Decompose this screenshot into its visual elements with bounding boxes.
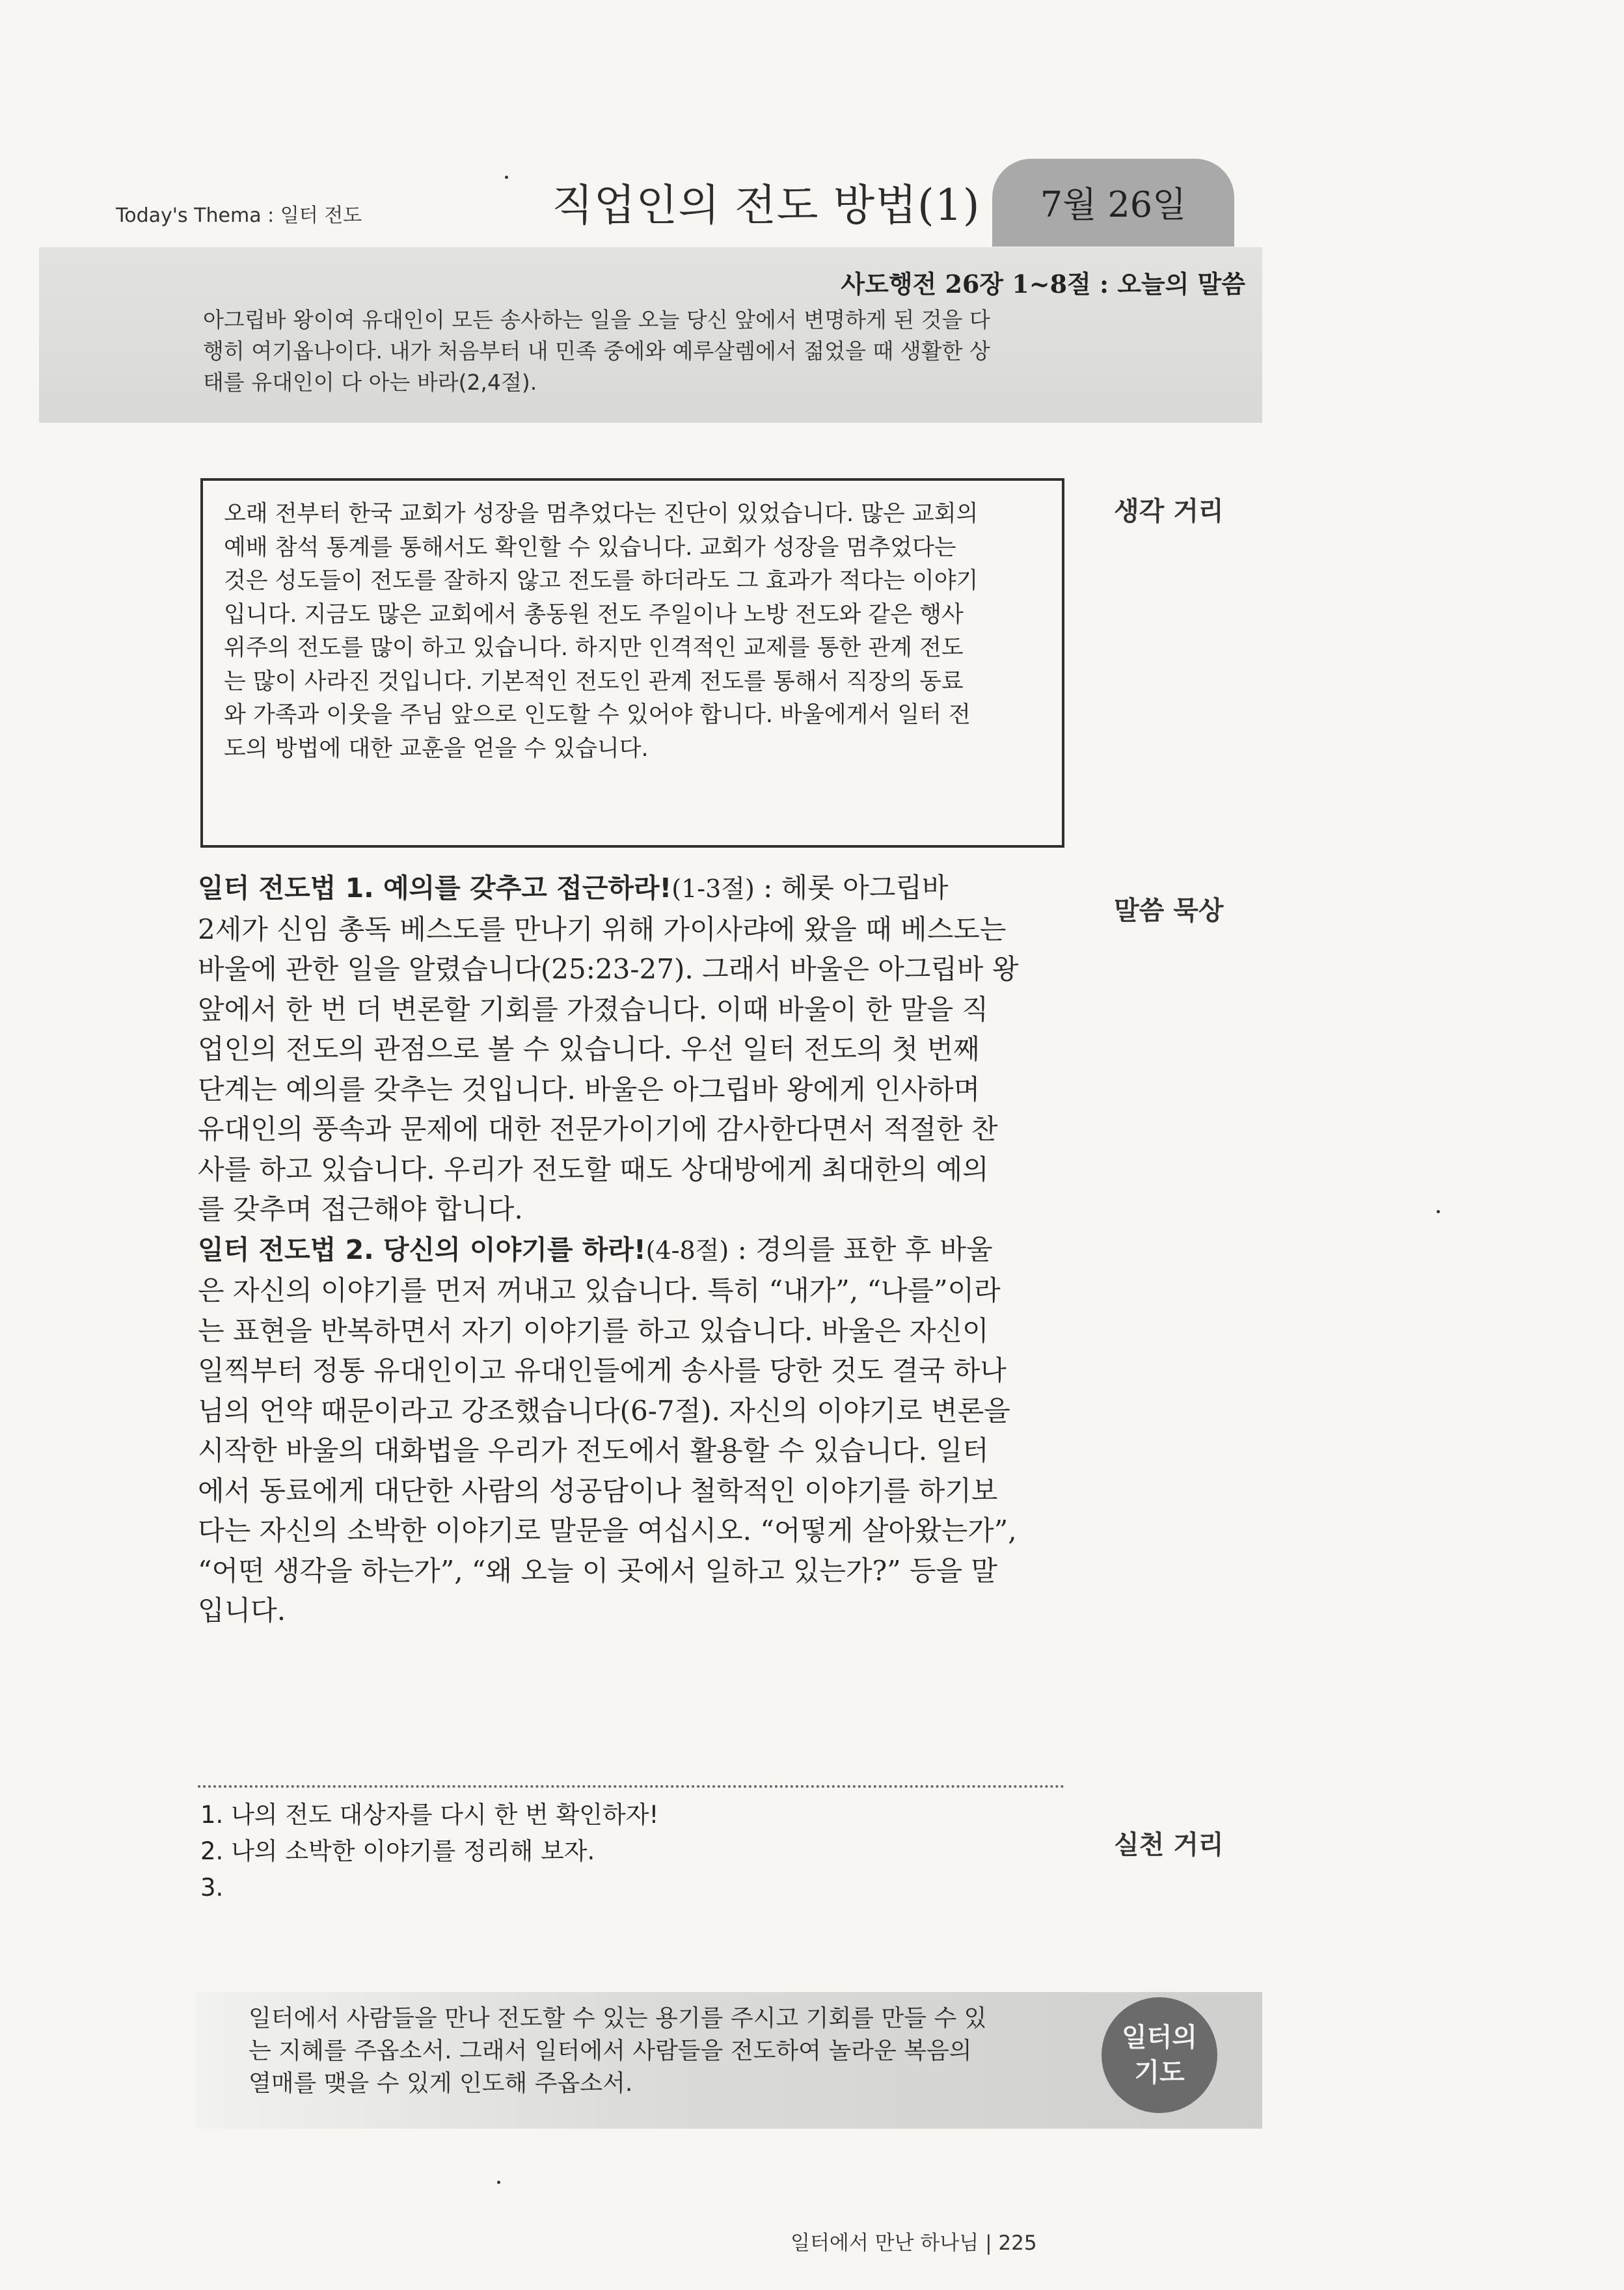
todays-word-text xyxy=(203,304,1068,398)
body-line: 에서 동료에게 대단한 사람의 성공담이나 철학적인 이야기를 하기보 xyxy=(198,1474,998,1507)
thinking-line: 것은 성도들이 전도를 잘하지 않고 전도를 하더라도 그 효과가 적다는 이야기 xyxy=(224,568,979,594)
body-line: 은 자신의 이야기를 먼저 꺼내고 있습니다. 특히 “내가”, “나를”이라 xyxy=(198,1274,1001,1306)
practice-item: 1. 나의 전도 대상자를 다시 한 번 확인하자! xyxy=(200,1801,659,1829)
body-line: “어떤 생각을 하는가”, “왜 오늘 이 곳에서 일하고 있는가?” 등을 말 xyxy=(198,1554,997,1587)
thinking-line: 는 많이 사라진 것입니다. 기본적인 전도인 관계 전도를 통해서 직장의 동료 xyxy=(224,668,964,695)
body-line: 앞에서 한 번 더 변론할 기회를 가졌습니다. 이때 바울이 한 말을 직 xyxy=(198,993,989,1025)
thinking-box xyxy=(200,478,1064,848)
body-line: 업인의 전도의 관점으로 볼 수 있습니다. 우선 일터 전도의 첫 번째 xyxy=(198,1033,980,1065)
meditation-paragraph-1 xyxy=(198,868,1067,1230)
word-line: 태를 유대인이 다 아는 바라(2,4절). xyxy=(203,370,537,395)
body-line: 님의 언약 때문이라고 강조했습니다(6-7절). 자신의 이야기로 변론을 xyxy=(198,1394,1010,1427)
body-line: 는 표현을 반복하면서 자기 이야기를 하고 있습니다. 바울은 자신이 xyxy=(198,1314,989,1347)
word-line: 행히 여기옵나이다. 내가 처음부터 내 민족 중에와 예루살렘에서 젊었을 때 생활한 상 xyxy=(203,338,990,364)
thinking-line: 도의 방법에 대한 교훈을 얻을 수 있습니다. xyxy=(224,735,649,762)
meditation-body xyxy=(198,868,1067,1631)
prayer-badge-line: 일터의 xyxy=(1122,2023,1197,2053)
thinking-line: 오래 전부터 한국 교회가 성장을 멈추었다는 진단이 있었습니다. 많은 교회의 xyxy=(224,501,979,527)
scan-speck xyxy=(1437,1210,1440,1213)
thinking-line: 예배 참석 통계를 통해서도 확인할 수 있습니다. 교회가 성장을 멈추었다는 xyxy=(224,534,956,561)
body-line: 시작한 바울의 대화법을 우리가 전도에서 활용할 수 있습니다. 일터 xyxy=(198,1435,989,1466)
body-line: 다는 자신의 소박한 이야기로 말문을 여십시오. “어떻게 살아왔는가”, xyxy=(198,1515,1017,1546)
thinking-line: 입니다. 지금도 많은 교회에서 총동원 전도 주일이나 노방 전도와 같은 행사 xyxy=(224,601,964,628)
body-line: 를 갖추며 접근해야 합니다. xyxy=(198,1193,523,1225)
body-line: 2세가 신임 총독 베스도를 만나기 위해 가이사랴에 왔을 때 베스도는 xyxy=(198,913,1007,945)
meditation-paragraph-2 xyxy=(198,1230,1067,1631)
side-label-thinking: 생각 거리 xyxy=(1114,496,1224,526)
word-line: 아그립바 왕이여 유대인이 모든 송사하는 일을 오늘 당신 앞에서 변명하게 된 것을 다 xyxy=(203,307,990,332)
body-line: : 헤롯 아그립바 xyxy=(754,872,949,904)
prayer-line: 열매를 맺을 수 있게 인도해 주옵소서. xyxy=(249,2070,633,2097)
body-line: 일찍부터 정통 유대인이고 유대인들에게 송사를 당한 것도 결국 하나 xyxy=(198,1354,1007,1386)
practice-item: 2. 나의 소박한 이야기를 정리해 보자. xyxy=(200,1837,595,1865)
side-label-practice: 실천 거리 xyxy=(1114,1829,1224,1860)
scan-speck xyxy=(497,2181,500,2184)
body-line: 단계는 예의를 갖추는 것입니다. 바울은 아그립바 왕에게 인사하며 xyxy=(198,1073,981,1105)
body-line: 유대인의 풍속과 문제에 대한 전문가이기에 감사한다면서 적절한 찬 xyxy=(198,1113,998,1145)
todays-word-reference: 사도행전 26장 1~8절 : 오늘의 말씀 xyxy=(841,269,1245,299)
page-footer: 일터에서 만난 하나님 | 225 xyxy=(791,2231,1037,2255)
date-label: 7월 26일 xyxy=(1040,184,1187,225)
paragraph-lead: 일터 전도법 1. 예의를 갖추고 접근하라! xyxy=(198,872,672,904)
thinking-line: 와 가족과 이웃을 주님 앞으로 인도할 수 있어야 합니다. 바울에게서 일터 전 xyxy=(224,702,971,728)
practice-list xyxy=(200,1797,658,1906)
prayer-text xyxy=(249,2002,1078,2100)
page-title: 직업인의 전도 방법(1) xyxy=(552,180,981,230)
body-line: 입니다. xyxy=(198,1595,286,1626)
thinking-line: 위주의 전도를 많이 하고 있습니다. 하지만 인격적인 교제를 통한 관계 전도 xyxy=(224,635,964,661)
scan-speck xyxy=(505,176,508,179)
thinking-text xyxy=(224,498,1041,766)
prayer-badge xyxy=(1102,1997,1217,2113)
practice-item: 3. xyxy=(200,1874,224,1902)
prayer-line: 는 지혜를 주옵소서. 그래서 일터에서 사람들을 전도하여 놀라운 복음의 xyxy=(249,2038,972,2064)
dotted-divider xyxy=(198,1785,1064,1788)
prayer-line: 일터에서 사람들을 만나 전도할 수 있는 용기를 주시고 기회를 만들 수 있 xyxy=(249,2005,987,2032)
body-line: : 경의를 표한 후 바울 xyxy=(729,1233,993,1265)
body-line: 바울에 관한 일을 알렸습니다(25:23-27). 그래서 바울은 아그립바 왕 xyxy=(198,953,1019,985)
body-line: 사를 하고 있습니다. 우리가 전도할 때도 상대방에게 최대한의 예의 xyxy=(198,1153,989,1185)
verse-reference: (1-3절) xyxy=(671,874,755,903)
prayer-badge-line: 기도 xyxy=(1134,2058,1185,2088)
verse-reference: (4-8절) xyxy=(645,1235,729,1265)
today-thema: Today's Thema : 일터 전도 xyxy=(116,204,362,227)
paragraph-lead: 일터 전도법 2. 당신의 이야기를 하라! xyxy=(198,1233,646,1265)
side-label-meditation: 말씀 묵상 xyxy=(1114,895,1224,926)
